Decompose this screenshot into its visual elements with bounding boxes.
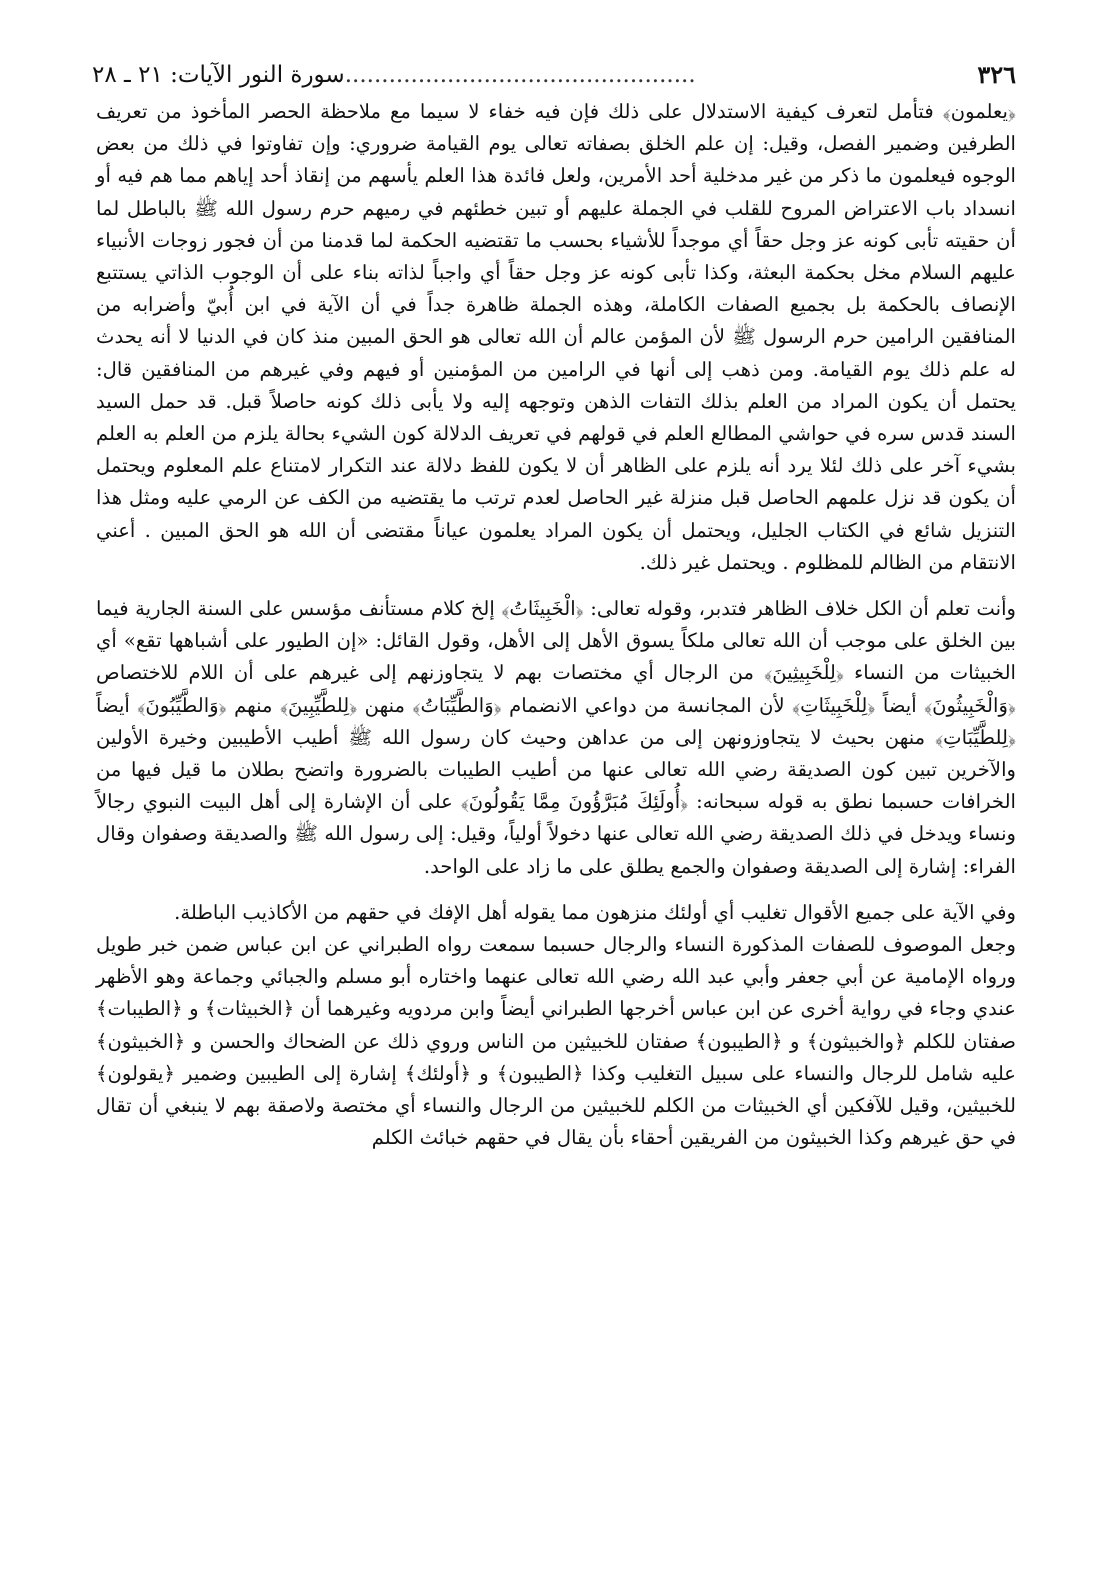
leader-dots: ................................................ [344, 62, 696, 88]
running-title: سورة النور الآيات: ٢١ ـ ٢٨ [92, 62, 345, 88]
page-number: ٣٢٦ [977, 60, 1016, 89]
paragraph-3: وفي الآية على جميع الأقوال تغليب أي أولئك منزهون مما يقوله أهل الإفك في حقهم من الأكاذيب الباطلة. [174, 900, 1016, 924]
body-text [96, 96, 1016, 1155]
paragraph-1: ﴿يعلمون﴾ فتأمل لتعرف كيفية الاستدلال على ذلك فإن فيه خفاء لا سيما مع ملاحظة الحصر المأخوذ من تعريف الطرفين وضمير الفصل، وقيل: إن علم الخلق بصفاته تعالى يوم القيامة ضروري: وإن تفاوتوا في ذلك من بعض الوجوه فيعلمون ما ذكر من غير مدخلية أحد الأمرين، ولعل فائدة هذا العلم يأسهم من إنقاذ أحد إياهم مما هم فيه أو انسداد باب الاعتراض المروح للقلب في الجملة عليهم أو تبين خطئهم في رميهم حرم رسول الله ﷺ بالباطل لما أن حقيته تأبى كونه عز وجل حقاً أي موجداً للأشياء بحسب ما تقتضيه الحكمة لما قدمنا من أن فجور زوجات الأنبياء عليهم السلام مخل بحكمة البعثة، وكذا تأبى كونه عز وجل حقاً أي واجباً لذاته بناء على أن الوجوب الذاتي يستتبع الإنصاف بالحكمة بل بجميع الصفات الكاملة، وهذه الجملة ظاهرة جداً في أن الآية في ابن أُبيّ وأضرابه من المنافقين الرامين حرم الرسول ﷺ لأن المؤمن عالم أن الله تعالى هو الحق المبين منذ كان في الدنيا لا أنه يحدث له علم ذلك يوم القيامة. ومن ذهب إلى أنها في الرامين من المؤمنين أو فيهم وفي غيرهم من المنافقين قال: يحتمل أن يكون المراد من العلم بذلك التفات الذهن وتوجهه إليه ولا يأبى ذلك كونه حاصلاً قبل. قد حمل السيد السند قدس سره في حواشي المطالع العلم في قولهم في تعريف الدلالة كون الشيء بحالة يلزم من العلم به العلم بشيء آخر على ذلك لئلا يرد أنه يلزم على الظاهر أن لا يكون للفظ دلالة عند التكرار لامتناع علم المعلوم ويحتمل أن يكون قد نزل علمهم الحاصل قبل منزلة غير الحاصل لعدم ترتب ما يقتضيه من الكف عن الرمي عليه ومثل هذا التنزيل شائع في الكتاب الجليل، ويحتمل أن يكون المراد يعلمون عياناً مقتضى أن الله هو الحق المبين . أعني الانتقام من الظالم للمظلوم . ويحتمل غير ذلك. [96, 100, 1016, 574]
paragraph-2: وأنت تعلم أن الكل خلاف الظاهر فتدبر، وقوله تعالى: ﴿الْخَبِيثَاتُ﴾ إلخ كلام مستأنف مؤسس على السنة الجارية فيما بين الخلق على موجب أن الله تعالى ملكاً يسوق الأهل إلى الأهل، وقول القائل: «إن الطيور على أشباهها تقع» أي الخبيثات من النساء ﴿لِلْخَبِيثِينَ﴾ من الرجال أي مختصات بهم لا يتجاوزنهم إلى غيرهم على أن اللام للاختصاص ﴿وَالْخَبِيثُونَ﴾ أيضاً ﴿لِلْخَبِيثَاتِ﴾ لأن المجانسة من دواعي الانضمام ﴿وَالطَّيِّبَاتُ﴾ منهن ﴿لِلطَّيِّبِينَ﴾ منهم ﴿وَالطَّيِّبُونَ﴾ أيضاً ﴿لِلطَّيِّبَاتِ﴾ منهن بحيث لا يتجاوزونهن إلى من عداهن وحيث كان رسول الله ﷺ أطيب الأطيبين وخيرة الأولين والآخرين تبين كون الصديقة رضي الله تعالى عنها من أطيب الطيبات بالضرورة واتضح بطلان ما قيل فيها من الخرافات حسبما نطق به قوله سبحانه: ﴿أُولَئِكَ مُبَرَّؤُونَ مِمَّا يَقُولُونَ﴾ على أن الإشارة إلى أهل البيت النبوي رجالاً ونساء ويدخل في ذلك الصديقة رضي الله تعالى عنها دخولاً أولياً، وقيل: إلى رسول الله ﷺ والصديقة وصفوان وقال الفراء: إشارة إلى الصديقة وصفوان والجمع يطلق على ما زاد على الواحد. [96, 597, 1016, 878]
paragraph-4: وجعل الموصوف للصفات المذكورة النساء والرجال حسبما سمعت رواه الطبراني عن ابن عباس ضمن خبر طويل ورواه الإمامية عن أبي جعفر وأبي عبد الله رضي الله تعالى عنهما واختاره أبو مسلم والجبائي وجماعة وهو الأظهر عندي وجاء في رواية أخرى عن ابن عباس أخرجها الطبراني أيضاً وابن مردويه وغيرهما أن ﴿الخبيثات﴾ و ﴿الطيبات﴾ صفتان للكلم ﴿والخبيثون﴾ و ﴿الطيبون﴾ صفتان للخبيثين من الناس وروي ذلك عن الضحاك والحسن و ﴿الخبيثون﴾ عليه شامل للرجال والنساء على سبيل التغليب وكذا ﴿الطيبون﴾ و ﴿أولئك﴾ إشارة إلى الطيبين وضمير ﴿يقولون﴾ للخبيثين، وقيل للآفكين أي الخبيثات من الكلم للخبيثين من الرجال والنساء أي مختصة ولاصقة بهم لا ينبغي أن تقال في حق غيرهم وكذا الخبيثون من الفريقين أحقاء بأن يقال في حقهم خبائث الكلم [96, 933, 1016, 1150]
page-header [92, 56, 1016, 90]
running-title-wrapper [92, 60, 696, 90]
